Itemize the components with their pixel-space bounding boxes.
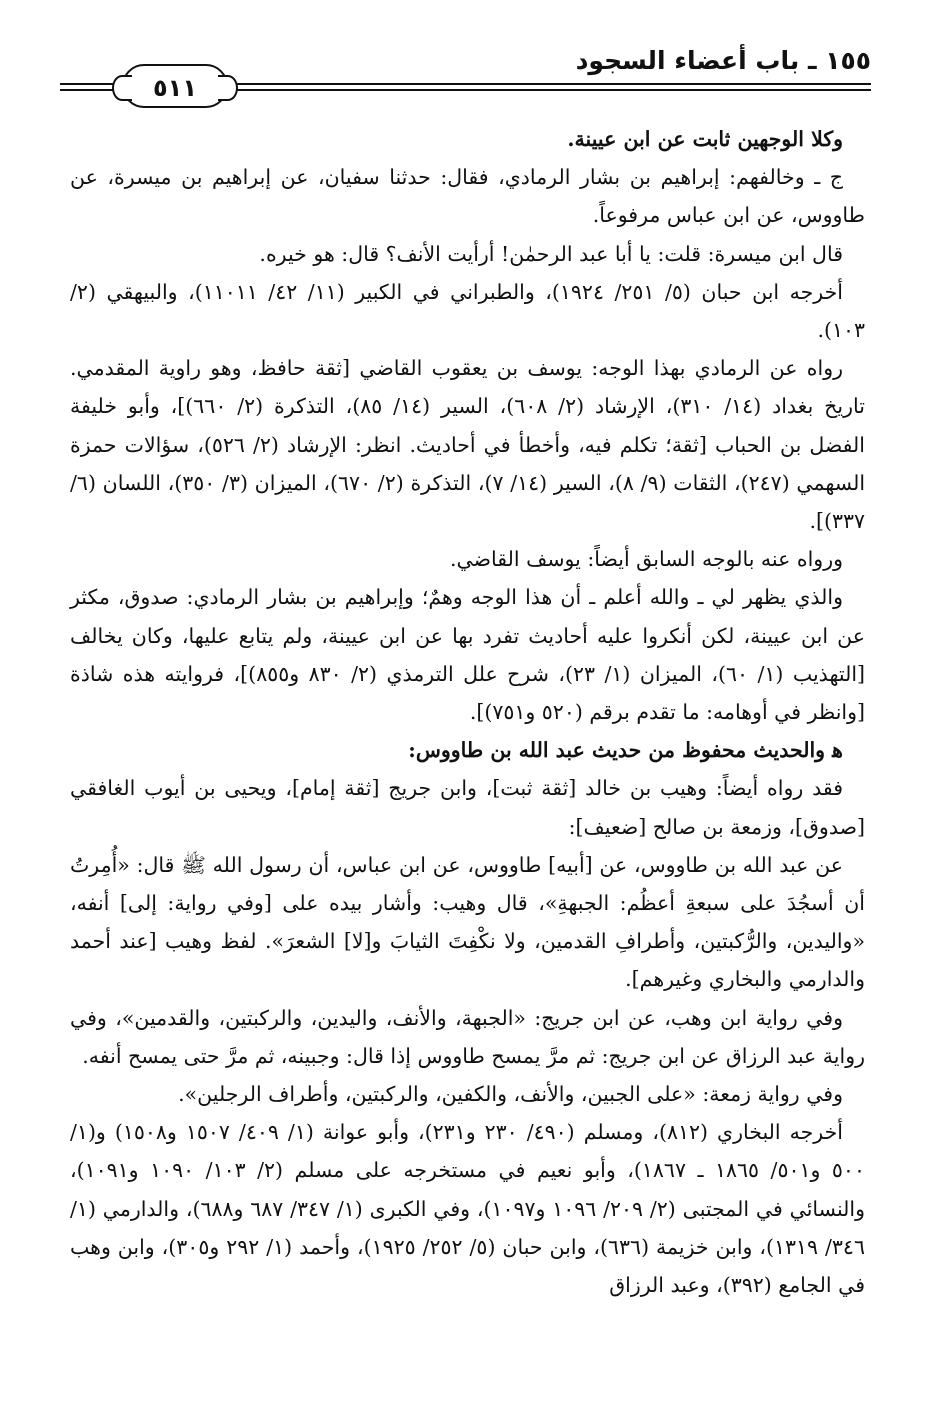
paragraph: قال ابن ميسرة: قلت: يا أبا عبد الرحمٰن! أرأيت الأنف؟ قال: هو خيره. — [259, 241, 843, 266]
page-number-badge: ٥١١ — [122, 64, 228, 108]
paragraph: ج ـ وخالفهم: إبراهيم بن بشار الرمادي، فقال: حدثنا سفيان، عن إبراهيم بن ميسرة، عن طاووس، عن ابن عباس مرفوعاً. — [70, 165, 865, 228]
paragraph: ﻫ والحديث محفوظ من حديث عبد الله بن طاووس: — [408, 738, 843, 763]
paragraph: رواه عن الرمادي بهذا الوجه: يوسف بن يعقوب القاضي [ثقة حافظ، وهو راوية المقدمي. تاريخ بغداد (١٤/ ٣١٠)، الإرشاد (٢/ ٦٠٨)، السير (١٤/ ٨٥)، التذكرة (٢/ ٦٦٠)]، وأبو خليفة الفضل بن الحباب [ثقة؛ تكلم فيه، وأخطأ في أحاديث. انظر: الإرشاد (٢/ ٥٢٦)، سؤالات حمزة السهمي (٢٤٧)، الثقات (٩/ ٨)، السير (١٤/ ٧)، التذكرة (٢/ ٦٧٠)، الميزان (٣/ ٣٥٠)، اللسان (٦/ ٣٣٧)]. — [70, 356, 866, 534]
paragraph: أخرجه ابن حبان (٥/ ٢٥١/ ١٩٢٤)، والطبراني في الكبير (١١/ ٤٢/ ١١٠١١)، والبيهقي (٢/ ١٠٣). — [70, 279, 865, 343]
paragraph: ورواه عنه بالوجه السابق أيضاً: يوسف القاضي. — [450, 547, 843, 572]
paragraph: عن عبد الله بن طاووس، عن [أبيه] طاووس، عن ابن عباس، أن رسول الله ﷺ قال: «أُمِرتُ أن أسجُدَ على سبعةِ أعظُم: الجبهةِ»، قال وهيب: وأشار بيده على [وفي رواية: إلى] أنفه، «واليدين، والرُّكبتين، وأطرافِ القدمين، ولا نكْفِتَ الثيابَ و[لا] الشعرَ». لفظ وهيب [عند أحمد والدارمي والبخاري وغيرهم]. — [70, 852, 865, 992]
paragraph: فقد رواه أيضاً: وهيب بن خالد [ثقة ثبت]، وابن جريج [ثقة إمام]، ويحيى بن أيوب الغافقي [صدوق]، وزمعة بن صالح [ضعيف]: — [70, 776, 865, 839]
body-text — [70, 120, 865, 1304]
paragraph: وفي رواية ابن وهب، عن ابن جريج: «الجبهة، والأنف، واليدين، والركبتين، والقدمين»، وفي رواية عبد الرزاق عن ابن جريج: ثم مرَّ يمسح طاووس إذا قال: وجبينه، ثم مرَّ حتى يمسح أنفه. — [70, 1005, 865, 1068]
page-header — [60, 44, 871, 106]
paragraph: وفي رواية زمعة: «على الجبين، والأنف، والكفين، والركبتين، وأطراف الرجلين». — [178, 1082, 843, 1107]
paragraph: وكلا الوجهين ثابت عن ابن عيينة. — [567, 127, 843, 151]
running-title: ١٥٥ ـ باب أعضاء السجود — [575, 46, 871, 75]
paragraph: والذي يظهر لي ـ والله أعلم ـ أن هذا الوجه وهمٌ؛ وإبراهيم بن بشار الرمادي: صدوق، مكثر عن ابن عيينة، لكن أنكروا عليه أحاديث تفرد بها عن ابن عيينة، ولم يتابع عليها، وكان يخالف [التهذيب (١/ ٦٠)، الميزان (١/ ٢٣)، شرح علل الترمذي (٢/ ٨٣٠ و٨٥٥)]، فروايته هذه شاذة [وانظر في أوهامه: ما تقدم برقم (٥٢٠ و٧٥١)]. — [70, 585, 866, 725]
paragraph: أخرجه البخاري (٨١٢)، ومسلم (٤٩٠/ ٢٣٠ و٢٣١)، وأبو عوانة (١/ ٤٠٩/ ١٥٠٧ و١٥٠٨) و(١/ ٥٠٠ و٥٠١/ ١٨٦٥ ـ ١٨٦٧)، وأبو نعيم في مستخرجه على مسلم (٢/ ١٠٣/ ١٠٩٠ و١٠٩١)، والنسائي في المجتبى (٢/ ٢٠٩/ ١٠٩٦ و١٠٩٧)، وفي الكبرى (١/ ٣٤٧/ ٦٨٧ و٦٨٨)، والدارمي (١/ ٣٤٦/ ١٣١٩)، وابن خزيمة (٦٣٦)، وابن حبان (٥/ ٢٥٢/ ١٩٢٥)، وأحمد (١/ ٢٩٢ و٣٠٥)، وابن وهب في الجامع (٣٩٢)، وعبد الرزاق — [70, 1120, 865, 1298]
